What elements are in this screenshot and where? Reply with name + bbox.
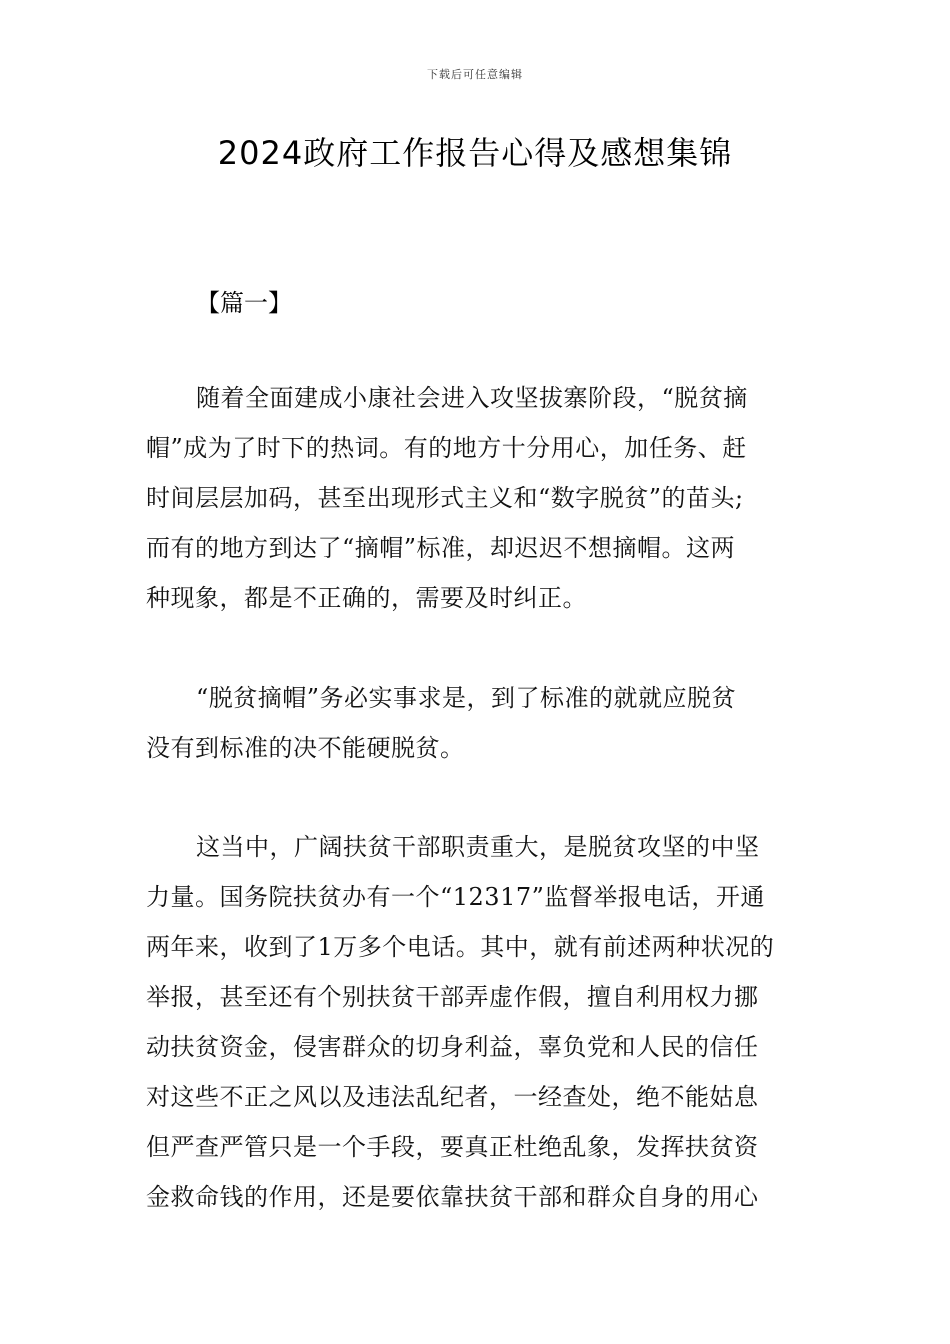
paragraph-line: 这当中，广阔扶贫干部职责重大，是脱贫攻坚的中坚 [196,833,760,861]
header-note: 下载后可任意编辑 [427,68,523,81]
paragraph-line: 而有的地方到达了“摘帽”标准，却迟迟不想摘帽。这两 [146,534,736,562]
paragraph-line: 举报，甚至还有个别扶贫干部弄虚作假，擅自利用权力挪 [146,983,759,1011]
paragraph-line: 金救命钱的作用，还是要依靠扶贫干部和群众自身的用心 [146,1183,759,1211]
paragraph-line: 力量。国务院扶贫办有一个“12317”监督举报电话，开通 [146,883,765,911]
paragraph-line: 对这些不正之风以及违法乱纪者，一经查处，绝不能姑息 [146,1083,759,1111]
paragraph-line: “脱贫摘帽”务必实事求是，到了标准的就就应脱贫 [196,684,737,712]
paragraph-line: 动扶贫资金，侵害群众的切身利益，辜负党和人民的信任 [146,1033,759,1061]
paragraph-line: 种现象，都是不正确的，需要及时纠正。 [146,584,587,612]
paragraph-line: 但严查严管只是一个手段，要真正杜绝乱象，发挥扶贫资 [146,1133,759,1161]
paragraph-line: 随着全面建成小康社会进入攻坚拔寨阶段，“脱贫摘 [196,384,748,412]
paragraph-line: 没有到标准的决不能硬脱贫。 [146,734,465,762]
section-heading: 【篇一】 [196,289,292,317]
paragraph-2 [146,673,806,773]
paragraph-3 [146,822,806,1222]
paragraph-1 [146,373,806,623]
paragraph-line: 帽”成为了时下的热词。有的地方十分用心，加任务、赶 [146,434,747,462]
paragraph-line: 两年来，收到了1万多个电话。其中，就有前述两种状况的 [146,933,775,961]
paragraph-line: 时间层层加码，甚至出现形式主义和“数字脱贫”的苗头; [146,484,744,512]
document-title: 2024政府工作报告心得及感想集锦 [217,134,733,172]
